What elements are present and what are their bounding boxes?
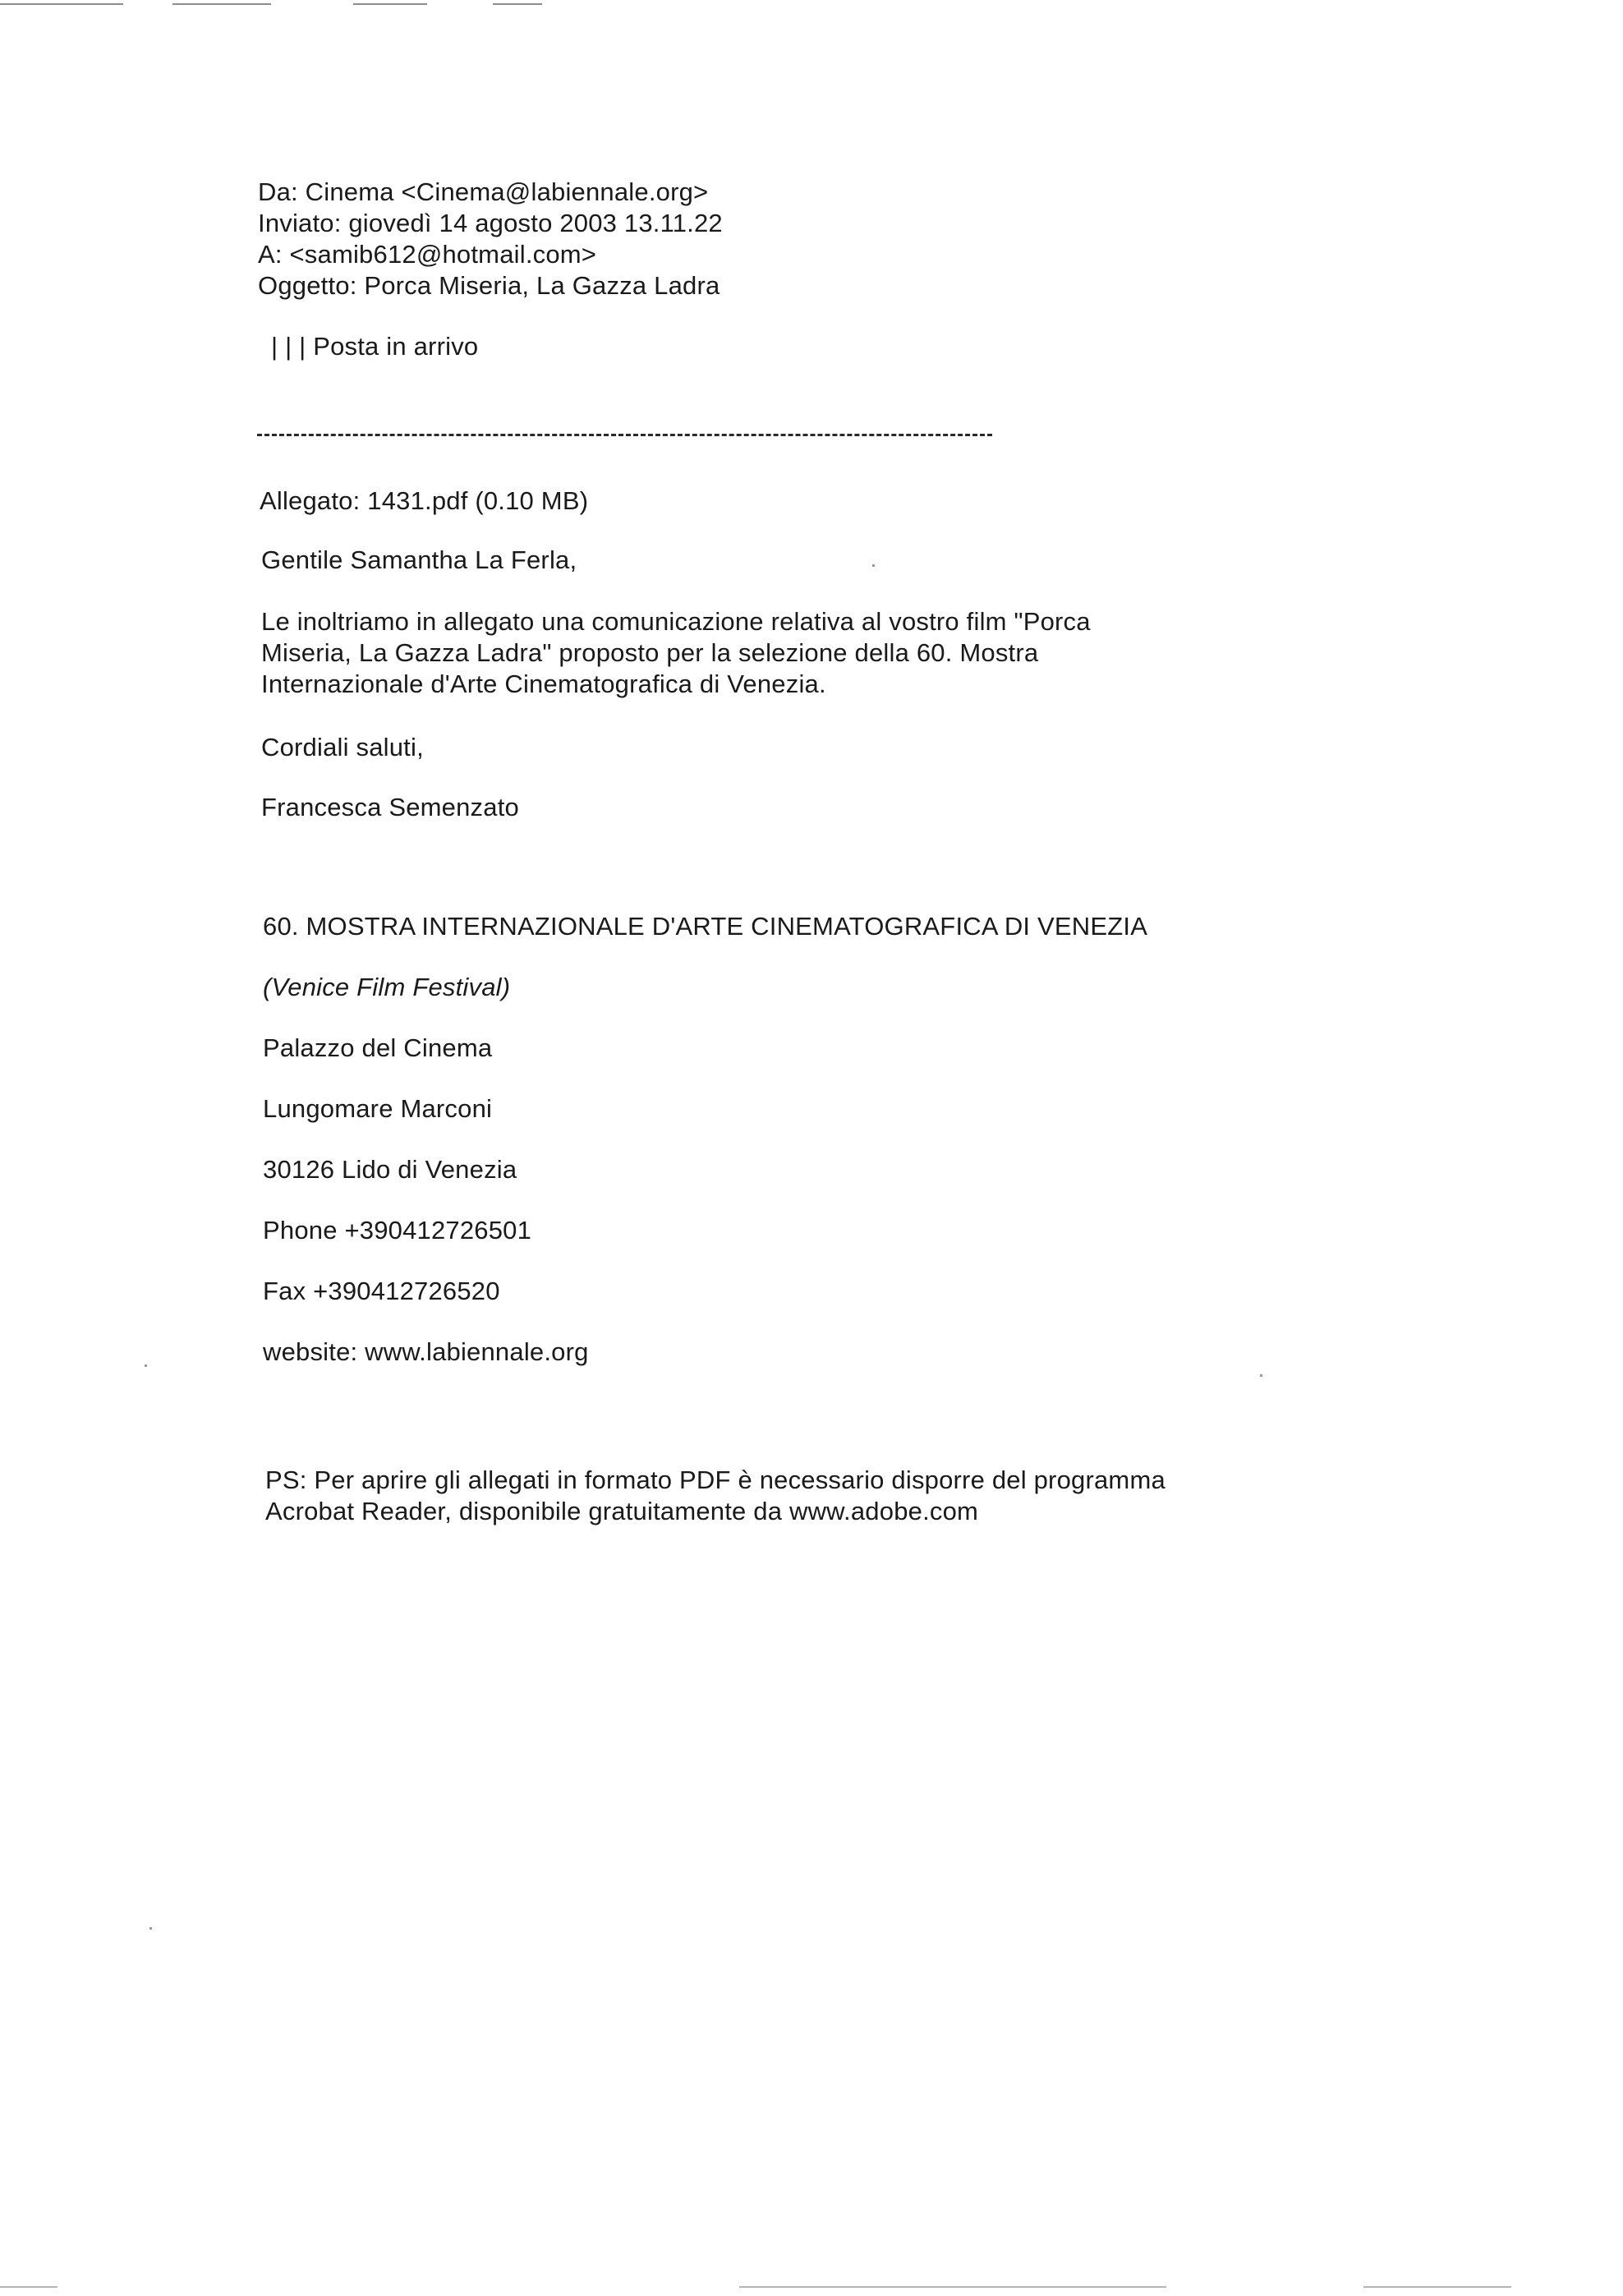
signature-street: Lungomare Marconi [263, 1094, 493, 1123]
scan-edge-artifact [1363, 2286, 1511, 2288]
scan-speck [872, 564, 875, 567]
scan-edge-artifact [739, 2286, 1166, 2288]
scan-edge-artifact [0, 2286, 57, 2288]
attachment-line: Allegato: 1431.pdf (0.10 MB) [260, 486, 589, 515]
scan-edge-artifact [353, 3, 427, 5]
postscript-line: PS: Per aprire gli allegati in formato PDF è necessario disporre del programma [265, 1465, 1166, 1494]
scan-speck [1260, 1374, 1262, 1377]
body-line: Internazionale d'Arte Cinematografica di Venezia. [261, 669, 826, 698]
scan-edge-artifact [493, 3, 542, 5]
body-line: Miseria, La Gazza Ladra" proposto per la selezione della 60. Mostra [261, 638, 1039, 667]
body-paragraph [261, 606, 1091, 700]
dashed-divider [257, 434, 992, 436]
email-sent-date: Inviato: giovedì 14 agosto 2003 13.11.22 [258, 209, 723, 237]
signature-fax: Fax +390412726520 [263, 1277, 500, 1305]
signature-city: 30126 Lido di Venezia [263, 1155, 517, 1184]
signature-website: website: www.labiennale.org [263, 1337, 589, 1366]
signer-name: Francesca Semenzato [261, 793, 519, 821]
signature-english-name: (Venice Film Festival) [263, 973, 511, 1001]
body-line: Le inoltriamo in allegato una comunicazione relativa al vostro film "Porca [261, 607, 1091, 636]
greeting: Gentile Samantha La Ferla, [261, 545, 577, 574]
email-subject: Oggetto: Porca Miseria, La Gazza Ladra [258, 271, 720, 300]
scan-edge-artifact [172, 3, 271, 5]
signature-organization: 60. MOSTRA INTERNAZIONALE D'ARTE CINEMATOGRAFICA DI VENEZIA [263, 912, 1148, 941]
email-from: Da: Cinema <Cinema@labiennale.org> [258, 177, 709, 206]
folder-path: | | | Posta in arrivo [271, 332, 479, 361]
email-header [258, 177, 723, 301]
scan-speck [145, 1364, 147, 1367]
scan-edge-artifact [0, 3, 123, 5]
signature-block [263, 911, 1147, 1397]
postscript-line: Acrobat Reader, disponibile gratuitamente da www.adobe.com [265, 1497, 979, 1525]
email-to: A: <samib612@hotmail.com> [258, 240, 597, 269]
signature-phone: Phone +390412726501 [263, 1216, 532, 1245]
postscript [265, 1465, 1166, 1527]
closing: Cordiali saluti, [261, 733, 424, 761]
signature-building: Palazzo del Cinema [263, 1033, 493, 1062]
scan-speck [149, 1927, 152, 1930]
